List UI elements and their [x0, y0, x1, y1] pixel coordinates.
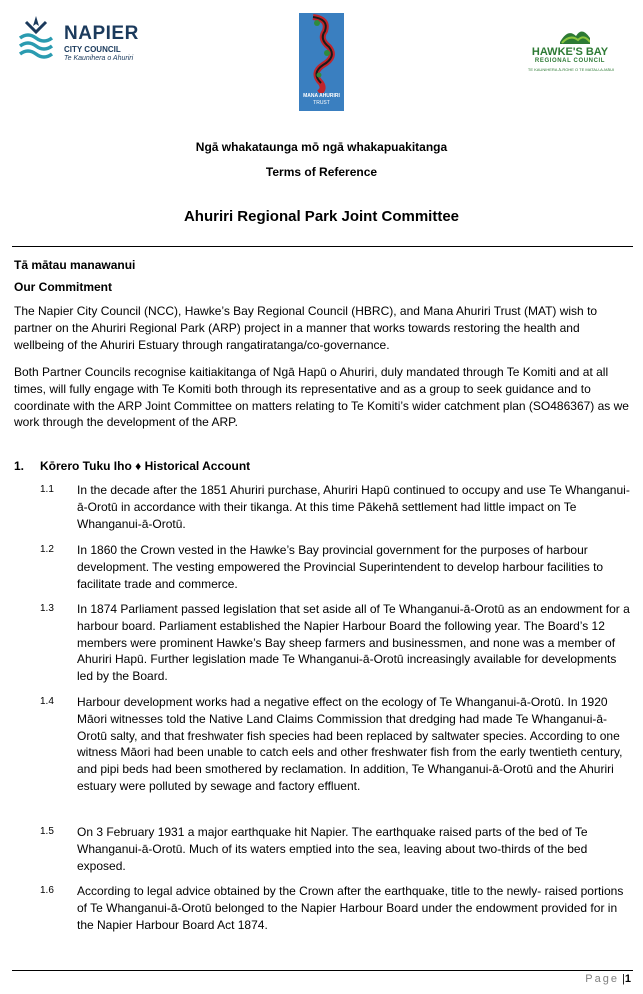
napier-logo-name: NAPIER [64, 23, 139, 44]
mana-logo-line2: TRUST [313, 100, 330, 106]
hbrc-logo-sub: REGIONAL COUNCIL [534, 58, 606, 64]
header-divider [12, 246, 633, 247]
commitment-heading-english: Our Commitment [14, 280, 113, 294]
mana-ahuriri-emblem-icon [299, 13, 344, 93]
item-number: 1.3 [40, 603, 54, 614]
page-label: Page [585, 973, 619, 985]
item-text: In 1860 the Crown vested in the Hawke’s Bay provincial government for the purposes of harbour development. The vesting empowered the Provincial Superintendent to develop harbour facilities to facilitate trade and commerce. [77, 543, 604, 591]
item-number: 1.2 [40, 544, 54, 555]
page-footer [585, 972, 631, 986]
title-english: Terms of Reference [265, 165, 378, 179]
title-maori: Ngā whakataunga mō ngā whakapuakitanga [195, 140, 448, 154]
item-text: Harbour development works had a negative effect on the ecology of Te Whanganui-ā-Orotū. In 1920 Māori witnesses told the Native Land Claims Commission that dredging had made Te Whanganui-ā-Orotū salty, and that freshwater fish species had been replaced by saltwater species. According to one witness Māori had been unable to catch eels and other freshwater fish from the early twentieth century, and pipi beds had been smothered by reclamation. In addition, Te Whanganui-ā-Orotū and the Ahuriri estuary were polluted by sewage and factory effluent. [77, 695, 623, 793]
section-title: Kōrero Tuku Iho ♦ Historical Account [40, 459, 251, 473]
hbrc-hills-icon [560, 24, 590, 44]
mana-logo-line1: MANA AHURIRI [303, 93, 340, 99]
page-number: 1 [624, 973, 631, 985]
item-number: 1.6 [40, 885, 54, 896]
page-separator: | [622, 973, 625, 985]
item-text: In 1874 Parliament passed legislation that set aside all of Te Whanganui-ā-Orotū as an endowment for a harbour board. Parliament established the Napier Harbour Board the following year. The Board’s 12 members were prominent Hawke’s Bay sheep farmers and businessmen, and none was a member of Ahuriri Hapū. Further legislation made Te Whanganui-ā-Orotū increasingly available for developments led by the Board. [77, 602, 630, 684]
commitment-paragraph: The Napier City Council (NCC), Hawke’s Bay Regional Council (HBRC), and Mana Ahuriri Trust (MAT) wish to partner on the Ahuriri Regional Park (ARP) project in a manner that works towards restoring the health and wellbeing of the Ahuriri Estuary through rangatiratanga/co-governance. [14, 304, 598, 352]
napier-city-council-logo [16, 14, 146, 66]
item-text: On 3 February 1931 a major earthquake hit Napier. The earthquake raised parts of the bed of Te Whanganui-ā-Orotū. Much of its waters emptied into the sea, leaving about two-thirds of the bed exposed. [77, 825, 588, 873]
hbrc-logo-name: HAWKE'S BAY [531, 46, 609, 58]
footer-divider [12, 970, 633, 971]
napier-logo-sub: CITY COUNCIL [64, 45, 121, 54]
section-number: 1. [14, 459, 25, 473]
committee-title: Ahuriri Regional Park Joint Committee [183, 208, 460, 225]
napier-waves-icon [16, 14, 56, 62]
item-number: 1.5 [40, 826, 54, 837]
hbrc-logo-tagline: TE KAUNIHERA Ā-ROHE O TE MATAU-A-MĀUI [527, 67, 615, 72]
commitment-paragraph: Both Partner Councils recognise kaitiakitanga of Ngā Hapū o Ahuriri, duly mandated through Te Komiti and at all times, will fully engage with Te Komiti both through its representative and as a group to seek guidance and to coordinate with the ARP Joint Committee on matters relating to Te Komiti’s wider catchment plan (SO486367) as we work through the development of the ARP. [14, 365, 629, 430]
commitment-heading-maori: Tā mātau manawanui [14, 258, 136, 272]
mana-ahuriri-trust-logo [299, 13, 344, 111]
item-text: In the decade after the 1851 Ahuriri purchase, Ahuriri Hapū continued to occupy and use Te Whanganui-ā-Orotū in accordance with their tikanga. At this time Pākehā settlement had little impact on Te Whanganui-ā-Orotū. [77, 483, 630, 531]
item-text: According to legal advice obtained by the Crown after the earthquake, title to the newly- raised portions of Te Whanganui-ā-Orotū belonged to the Napier Harbour Board under the endowment provided for in the Napier Harbour Board Act 1874. [77, 884, 624, 932]
hawkes-bay-regional-council-logo [520, 24, 630, 74]
item-number: 1.4 [40, 696, 54, 707]
napier-logo-tagline: Te Kaunihera o Ahuriri [64, 55, 134, 62]
item-number: 1.1 [40, 484, 54, 495]
